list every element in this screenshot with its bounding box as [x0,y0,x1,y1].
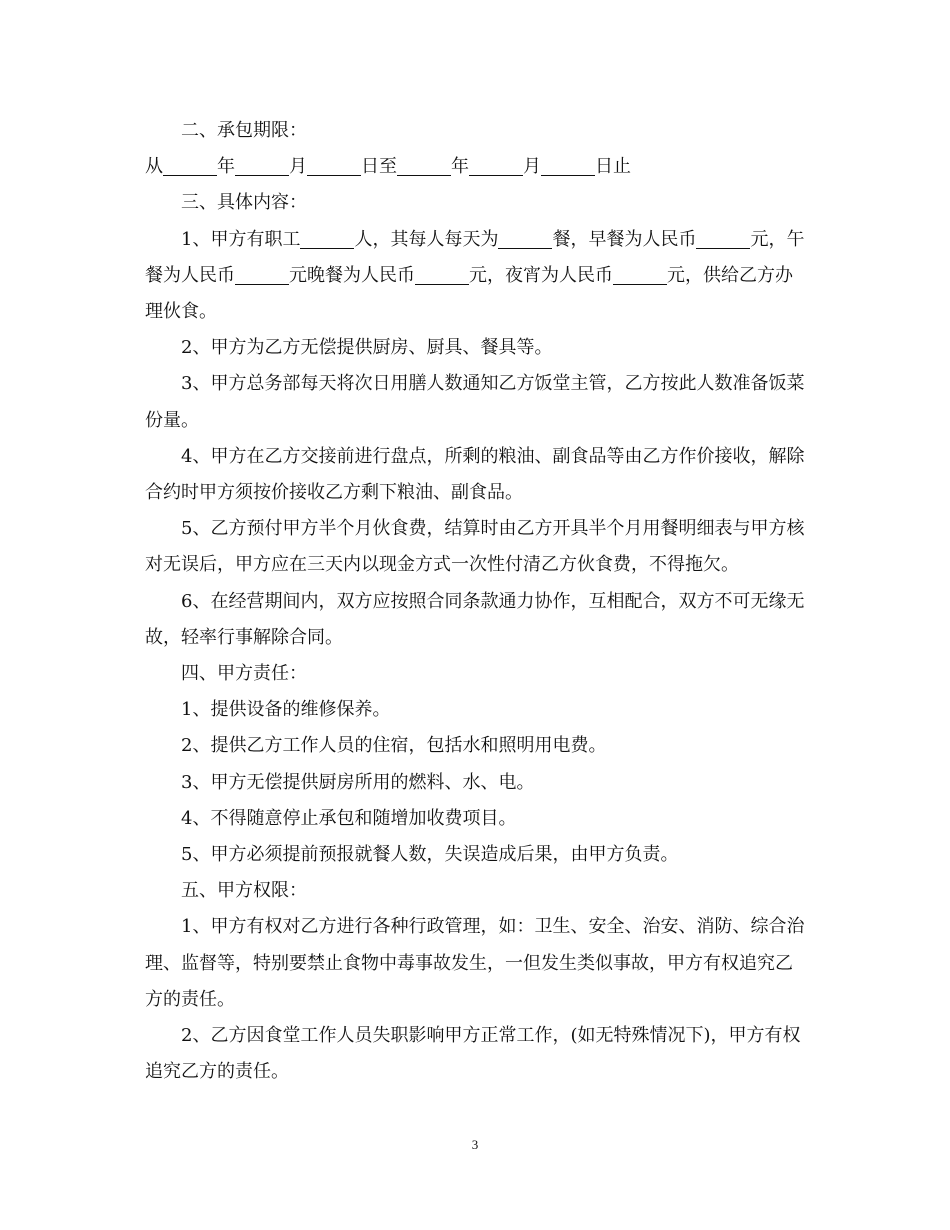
document-body [145,113,810,1090]
paragraph-right-1: 1、甲方有权对乙方进行各种行政管理，如：卫生、安全、治安、消防、综合治理、监督等，特别要禁止食物中毒事故发生，一但发生类似事故，甲方有权追究乙方的责任。 [145,916,805,1010]
fill-blank[interactable] [541,155,595,176]
paragraph-duty-1: 1、提供设备的维修保养。 [181,699,391,721]
section-heading-content: 三、具体内容： [181,192,307,214]
fill-blank[interactable] [498,228,552,249]
section-heading-term: 二、承包期限： [181,120,307,141]
fill-blank[interactable] [469,155,523,176]
paragraph-content-3: 3、甲方总务部每天将次日用膳人数通知乙方饭堂主管，乙方按此人数准备饭菜份量。 [145,373,805,431]
section-heading-party-a-rights: 五、甲方权限： [181,880,307,902]
fill-blank[interactable] [613,264,667,285]
paragraph-content-4: 4、甲方在乙方交接前进行盘点，所剩的粮油、副食品等由乙方作价接收，解除合约时甲方须按价接收乙方剩下粮油、副食品。 [145,445,805,504]
paragraph-duty-4: 4、不得随意停止承包和随增加收费项目。 [181,807,517,829]
fill-blank[interactable] [235,155,289,176]
paragraph-duty-5: 5、甲方必须提前预报就餐人数，失误造成后果，由甲方负责。 [181,844,679,866]
paragraph-content-2: 2、甲方为乙方无偿提供厨房、厨具、餐具等。 [181,337,553,359]
page-number: 3 [471,1137,479,1152]
paragraph-term-dates: 从 年 月 日至 年 月 日止 [145,156,631,178]
fill-blank[interactable] [300,228,354,249]
fill-blank[interactable] [696,228,750,249]
paragraph-right-2: 2、乙方因食堂工作人员失职影响甲方正常工作，(如无特殊情况下)，甲方有权追究乙方的责任。 [145,1025,801,1083]
section-heading-party-a-duties: 四、甲方责任： [181,663,307,685]
paragraph-duty-3: 3、甲方无偿提供厨房所用的燃料、水、电。 [181,771,535,793]
paragraph-content-6: 6、在经营期间内，双方应按照合同条款通力协作，互相配合，双方不可无缘无故，轻率行事解除合同。 [145,590,805,648]
fill-blank[interactable] [307,155,361,176]
fill-blank[interactable] [163,155,217,176]
paragraph-content-1: 1、甲方有职工 人，其每人每天为 餐，早餐为人民币 元，午餐为人民币 元晚餐为人民币 元，夜宵为人民币 元，供给乙方办理伙食。 [145,228,805,323]
paragraph-content-5: 5、乙方预付甲方半个月伙食费，结算时由乙方开具半个月用餐明细表与甲方核对无误后，甲方应在三天内以现金方式一次性付清乙方伙食费，不得拖欠。 [145,518,805,576]
fill-blank[interactable] [397,155,451,176]
fill-blank[interactable] [415,264,469,285]
paragraph-duty-2: 2、提供乙方工作人员的住宿，包括水和照明用电费。 [181,735,607,757]
fill-blank[interactable] [235,264,289,285]
